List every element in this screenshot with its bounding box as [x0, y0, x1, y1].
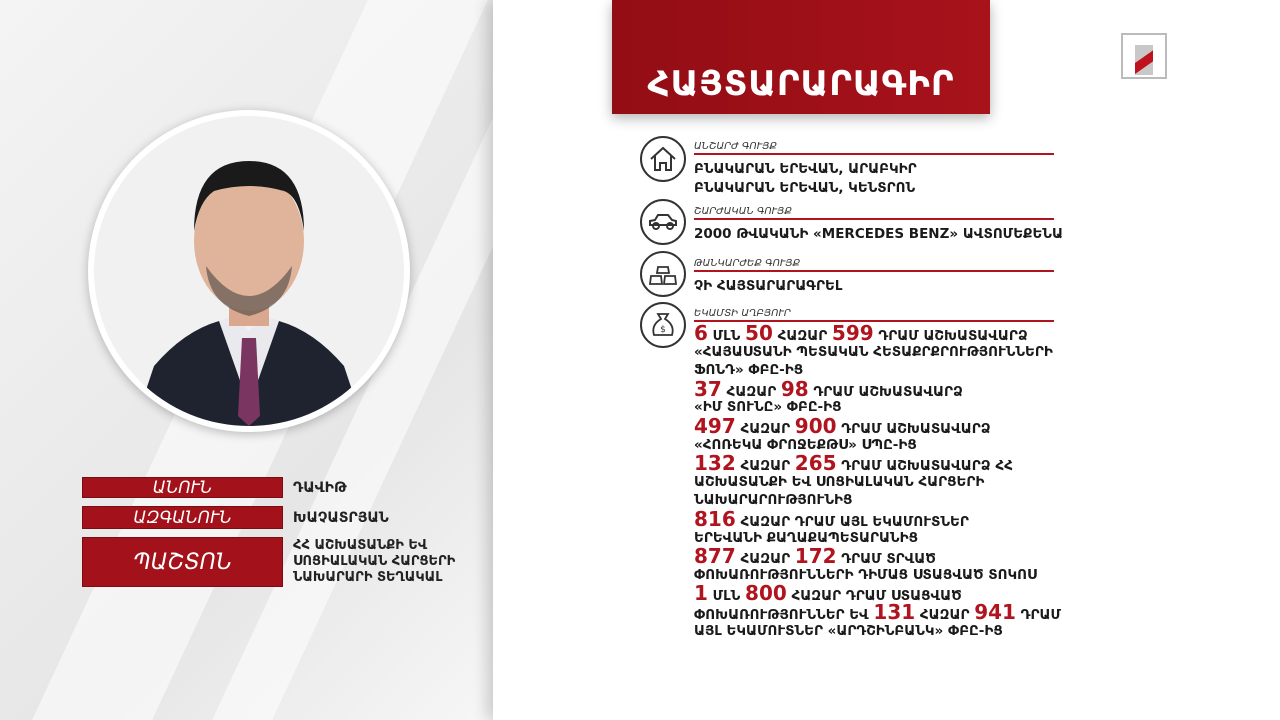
- income-line: [694, 473, 1061, 492]
- income-amount: 1: [694, 581, 708, 606]
- income-text: «ԻՄ ՏՈՒՆԸ» ՓԲԸ-ԻՑ: [694, 399, 842, 416]
- section-text: 2000 ԹՎԱԿԱՆԻ «MERCEDES BENZ» ԱՎՏՈՄԵՔԵՆԱ: [694, 226, 1063, 242]
- income-text: ՄԼՆ: [707, 328, 746, 344]
- section-label: ՇԱՐԺԱԿԱՆ ԳՈՒՅՔ: [694, 206, 1054, 220]
- income-amount: 265: [794, 451, 837, 476]
- house-icon: [640, 136, 686, 182]
- position-line: ՆԱԽԱՐԱՐԻ ՏԵՂԱԿԱԼ: [293, 570, 443, 585]
- income-amount: 6: [694, 321, 708, 345]
- income-amount: 816: [694, 506, 736, 531]
- income-text: ՀԱԶԱՐ: [772, 328, 832, 344]
- income-line: [694, 398, 1061, 417]
- income-text: ԴՐԱՄ: [1015, 606, 1062, 623]
- income-line: [694, 622, 1061, 641]
- income-line: [694, 413, 1061, 438]
- section-label: ԵԿԱՄՏԻ ԱՂԲՅՈՒՐ: [694, 308, 1054, 322]
- svg-text:$: $: [660, 325, 666, 335]
- income-amount: 37: [694, 376, 722, 401]
- section-text: ՉԻ ՀԱՅՏԱՐԱՐԱԳՐԵԼ: [694, 278, 843, 294]
- page-title: ՀԱՅՏԱՐԱՐԱԳԻՐ: [647, 64, 955, 104]
- name-value: ԴԱՎԻԹ: [293, 480, 347, 496]
- income-line: [694, 491, 1061, 510]
- position-line: ՍՈՑԻԱԼԱԿԱՆ ՀԱՐՑԵՐԻ: [293, 554, 456, 569]
- income-amount: 172: [794, 544, 837, 569]
- income-line: [694, 451, 1061, 476]
- income-sources-list: [694, 321, 1062, 640]
- money-bag-icon: [640, 302, 686, 348]
- income-amount: 132: [694, 451, 736, 476]
- income-amount: 50: [745, 321, 773, 345]
- income-text: ԴՐԱՄ ՏՐՎԱԾ: [836, 551, 936, 568]
- channel-logo: [1121, 33, 1167, 79]
- title-banner: [612, 0, 990, 114]
- income-text: ՀԱԶԱՐ ԴՐԱՄ ՍՏԱՑՎԱԾ: [786, 588, 962, 605]
- surname-value: ԽԱՉԱՏՐՅԱՆ: [293, 510, 389, 526]
- income-amount: 131: [873, 599, 916, 624]
- real-estate-item: ԲՆԱԿԱՐԱՆ ԵՐԵՎԱՆ, ԱՐԱԲԿԻՐ: [694, 161, 917, 177]
- income-text: ԱՇԽԱՏԱՆՔԻ ԵՎ ՍՈՑԻԱԼԱԿԱՆ ՀԱՐՑԵՐԻ: [694, 473, 985, 490]
- income-text: ԱՅԼ ԵԿԱՄՈՒՏՆԵՐ «ԱՐԴՇԻՆԲԱՆԿ» ՓԲԸ-ԻՑ: [694, 622, 1003, 639]
- income-text: ԴՐԱՄ ԱՇԽԱՏԱՎԱՐՁ ՀՀ: [836, 458, 1013, 475]
- income-amount: 941: [974, 599, 1016, 624]
- income-text: ՀԱԶԱՐ: [721, 383, 781, 400]
- position-value: [293, 538, 455, 586]
- income-line: [694, 529, 1061, 548]
- section-label: ԹԱՆԿԱՐԺԵՔ ԳՈՒՅՔ: [694, 258, 1054, 272]
- income-amount: 497: [694, 413, 736, 438]
- income-line: [694, 544, 1061, 569]
- income-amount: 599: [831, 321, 874, 345]
- income-text: ՓՈԽԱՌՈՒԹՅՈՒՆՆԵՐ ԵՎ: [694, 606, 874, 623]
- income-line: [694, 599, 1062, 624]
- income-amount: 800: [745, 581, 787, 606]
- income-amount: 98: [780, 376, 809, 401]
- income-text: ՆԱԽԱՐԱՐՈՒԹՅՈՒՆԻՑ: [694, 492, 853, 509]
- income-text: ՖՈՆԴ» ՓԲԸ-ԻՑ: [694, 362, 804, 379]
- section-label: ԱՆՇԱՐԺ ԳՈՒՅՔ: [694, 141, 1054, 155]
- income-text: ՀԱԶԱՐ: [735, 420, 795, 437]
- section-text: [694, 160, 917, 198]
- income-text: ՄԼՆ: [707, 588, 746, 605]
- income-text: ՀԱԶԱՐ: [735, 551, 795, 568]
- gold-bars-icon: [640, 251, 686, 297]
- income-text: «ՀՈՌԵԿԱ ՓՐՈՋԵՔԹՍ» ՍՊԸ-ԻՑ: [694, 436, 917, 453]
- income-line: [694, 343, 1061, 362]
- income-amount: 877: [694, 544, 736, 569]
- income-text: ՓՈԽԱՌՈՒԹՅՈՒՆՆԵՐԻ ԴԻՄԱՑ ՍՏԱՑՎԱԾ ՏՈԿՈՍ: [694, 566, 1037, 583]
- car-icon: [640, 199, 686, 245]
- position-label: ՊԱՇՏՈՆ: [82, 537, 283, 587]
- income-text: «ՀԱՅԱՍՏԱՆԻ ՊԵՏԱԿԱՆ ՀԵՏԱՔՐՔՐՈՒԹՅՈՒՆՆԵՐԻ: [694, 343, 1053, 360]
- income-amount: 900: [794, 413, 837, 438]
- position-line: ՀՀ ԱՇԽԱՏԱՆՔԻ ԵՎ: [293, 538, 428, 553]
- real-estate-item: ԲՆԱԿԱՐԱՆ ԵՐԵՎԱՆ, ԿԵՆՏՐՈՆ: [694, 180, 916, 196]
- portrait-photo: [88, 110, 410, 432]
- income-text: ՀԱԶԱՐ ԴՐԱՄ ԱՅԼ ԵԿԱՄՈՒՏՆԵՐ: [735, 513, 969, 530]
- income-line: [694, 321, 1061, 345]
- name-label: ԱՆՈՒՆ: [82, 477, 283, 498]
- income-text: ԴՐԱՄ ԱՇԽԱՏԱՎԱՐՁ: [808, 383, 963, 400]
- income-line: [694, 506, 1061, 531]
- income-line: [694, 436, 1061, 455]
- income-text: ԴՐԱՄ ԱՇԽԱՏԱՎԱՐՁ: [836, 420, 991, 437]
- income-text: ՀԱԶԱՐ: [915, 606, 975, 623]
- income-text: ՀԱԶԱՐ: [735, 458, 795, 475]
- income-text: ԴՐԱՄ ԱՇԽԱՏԱՎԱՐՁ: [873, 328, 1028, 344]
- income-line: [694, 376, 1061, 401]
- surname-label: ԱԶԳԱՆՈՒՆ: [82, 506, 283, 529]
- income-line: [694, 361, 1061, 380]
- income-text: ԵՐԵՎԱՆԻ ՔԱՂԱՔԱՊԵՏԱՐԱՆԻՑ: [694, 529, 918, 546]
